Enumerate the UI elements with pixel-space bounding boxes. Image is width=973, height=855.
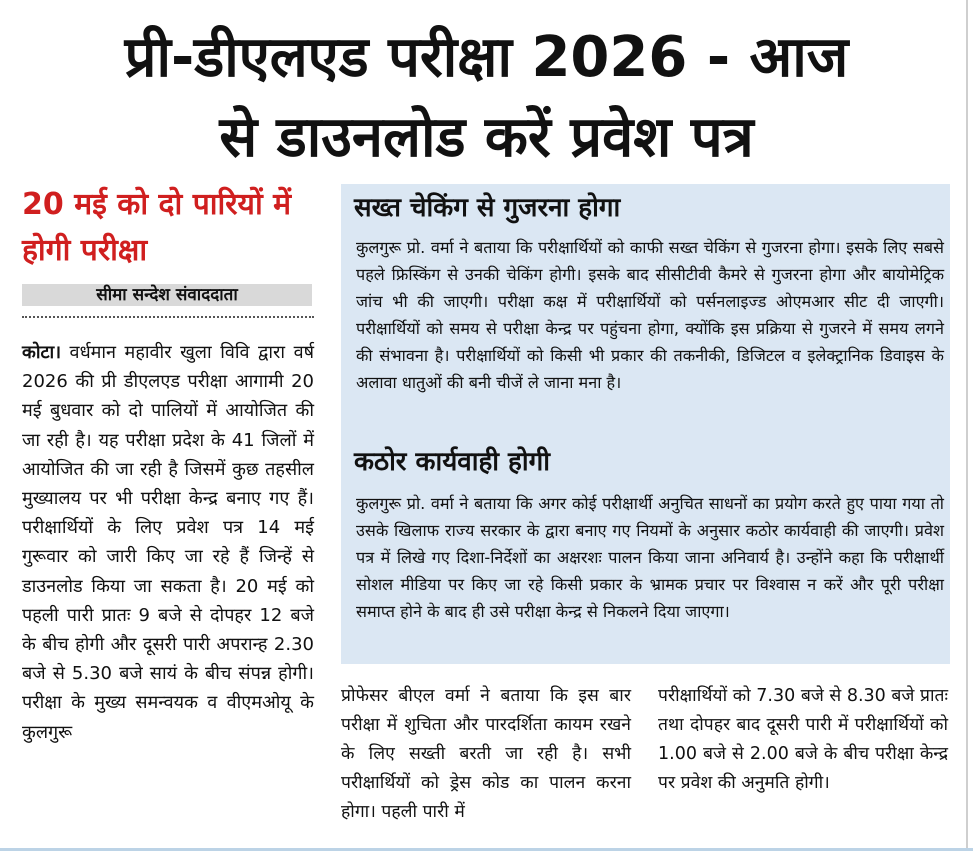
subheadline: 20 मई को दो पारियों में होगी परीक्षा	[22, 187, 292, 268]
box-heading-strict-action: कठोर कार्यवाही होगी	[354, 447, 550, 477]
article-column-2: प्रोफेसर बीएल वर्मा ने बताया कि इस बार परीक्षा में शुचिता और पारदर्शिता कायम रखने के लिए सख्ती बरती जा रही है। सभी परीक्षार्थियों को ड्रेस कोड का पालन करना होगा। पहली पारी में	[341, 686, 631, 822]
column-1-text: वर्धमान महावीर खुला विवि द्वारा वर्ष 2026 की प्री डीएलएड परीक्षा आगामी 20 मई बुधवार को दो पालियों में आयोजित की जा रही है। यह परीक्षा प्रदेश के 41 जिलों में आयोजित की जा रही है जिसमें कुछ तहसील मुख्यालय पर भी परीक्षा केन्द्र बनाए गए हैं। परीक्षार्थियों के लिए प्रवेश पत्र 14 मई गुरूवार को जारी किए जा रहे हैं जिन्हें से डाउनलोड किया जा सकता है। 20 मई को पहली पारी प्रातः 9 बजे से दोपहर 12 बजे के बीच होगी और दूसरी पारी अपरान्ह 2.30 बजे से 5.30 बजे सायं के बीच संपन्न होगी। परीक्षा के मुख्य समन्वयक व वीएमओयू के कुलगुरू	[22, 342, 314, 743]
headline-line-1: प्री-डीएलएड परीक्षा 2026 - आज	[124, 25, 849, 90]
right-border	[966, 0, 968, 848]
bottom-border	[0, 848, 973, 851]
box-paragraph-2: कुलगुरू प्रो. वर्मा ने बताया कि अगर कोई परीक्षार्थी अनुचित साधनों का प्रयोग करते हुए पाया गया तो उसके खिलाफ राज्य सरकार के द्वारा बनाए गए नियमों के अनुसार कठोर कार्यवाही की जाएगी। प्रवेश पत्र में लिखे गए दिशा-निर्देशों का अक्षरशः पालन किया जाना अनिवार्य है। उन्होंने कहा कि परीक्षार्थी सोशल मीडिया पर किए जा रहे किसी प्रकार के भ्रामक प्रचार पर विश्वास न करें और पूरी परीक्षा समाप्त होने के बाद ही उसे परीक्षा केन्द्र से निकलने दिया जाएगा।	[356, 494, 944, 621]
box-paragraph-1: कुलगुरू प्रो. वर्मा ने बताया कि परीक्षार्थियों को काफी सख्त चेकिंग से गुजरना होगा। इसके लिए सबसे पहले फ्रिस्किंग से उनकी चेकिंग होगी। इसके बाद सीसीटीवी कैमरे से गुजरना होगा और बायोमेट्रिक जांच भी की जाएगी। परीक्षा कक्ष में परीक्षार्थियों को पर्सनलाइज्ड ओएमआर सीट दी जाएगी। परीक्षार्थियों को समय से परीक्षा केन्द्र पर पहुंचना होगा, क्योंकि इस प्रक्रिया से गुजरने में समय लगने की संभावना है। परीक्षार्थियों को किसी भी प्रकार की तकनीकी, डिजिटल व इलेक्ट्रानिक डिवाइस के अलावा धातुओं की बनी चीजें ले जाना मना है।	[356, 238, 944, 392]
article-column-1	[22, 338, 314, 747]
article-column-3: परीक्षार्थियों को 7.30 बजे से 8.30 बजे प्रातः तथा दोपहर बाद दूसरी पारी में परीक्षार्थियों को 1.00 बजे से 2.00 बजे के बीच परीक्षा केन्द्र पर प्रवेश की अनुमति होगी।	[658, 686, 948, 793]
box-heading-strict-checking: सख्त चेकिंग से गुजरना होगा	[354, 193, 621, 223]
headline-line-2: से डाउनलोड करें प्रवेश पत्र	[219, 105, 754, 170]
headline	[0, 18, 973, 178]
dotted-divider	[22, 316, 314, 318]
dateline: कोटा।	[22, 342, 62, 363]
byline: सीमा सन्देश संवाददाता	[22, 284, 312, 306]
